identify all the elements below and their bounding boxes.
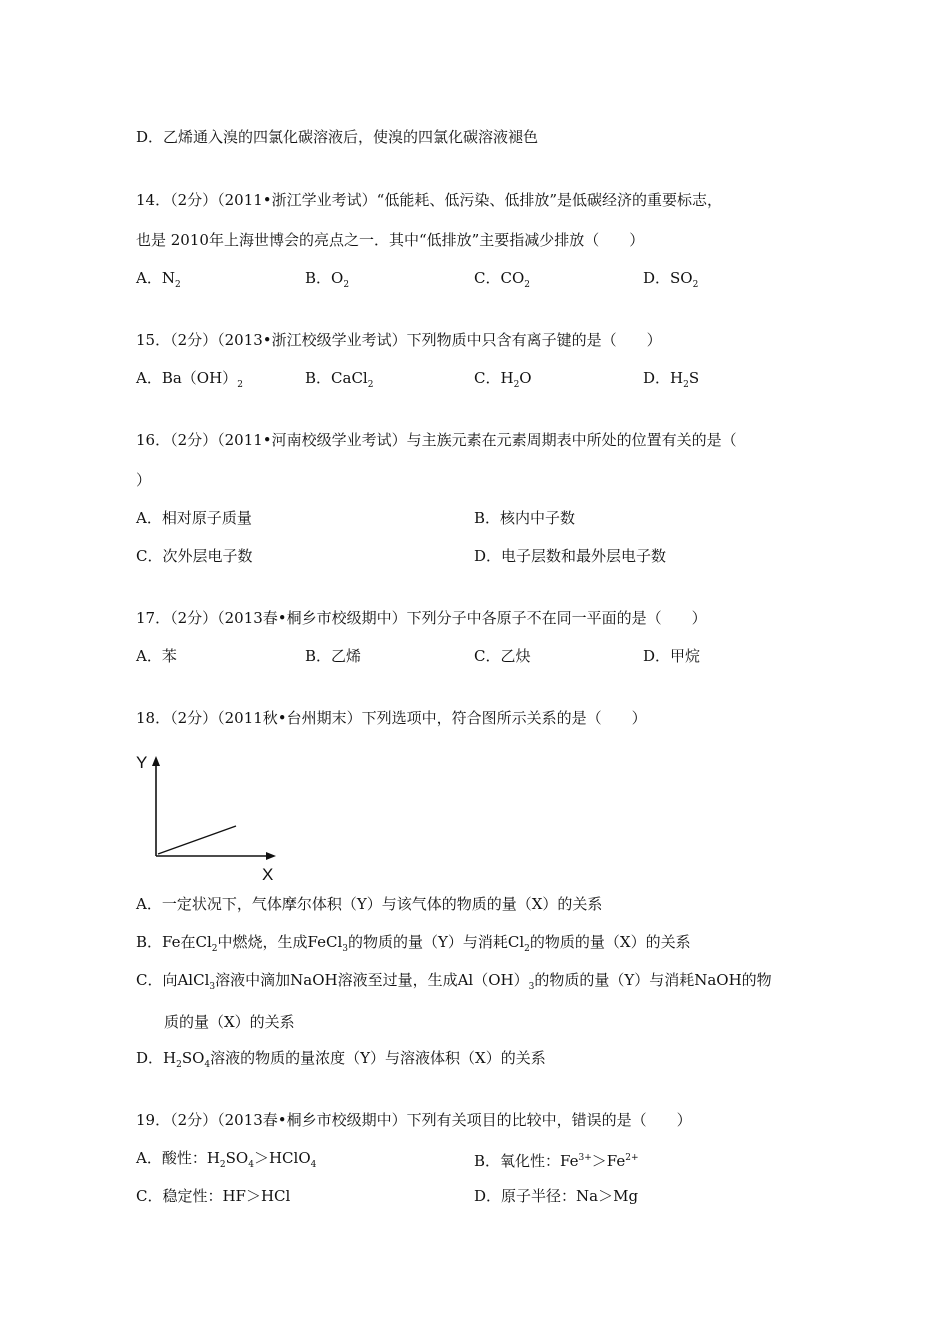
q14-option-a: A．$N_2$ bbox=[136, 269, 181, 290]
q18-stem: 18．（2分）（2011秋•台州期末）下列选项中，符合图所示关系的是（ ） bbox=[136, 709, 647, 727]
q13-option-d: D．乙烯通入溴的四氯化碳溶液后，使溴的四氯化碳溶液褪色 bbox=[136, 128, 539, 146]
y-axis-label: Y bbox=[136, 753, 148, 772]
q15-option-c: C．$H_2O$ bbox=[474, 369, 532, 390]
q19-stem: 19．（2分）（2013春•桐乡市校级期中）下列有关项目的比较中，错误的是（ ） bbox=[136, 1111, 692, 1129]
q14-stem-line1: 14．（2分）（2011•浙江学业考试）“低能耗、低污染、低排放”是低碳经济的重要标志， bbox=[136, 191, 722, 209]
q19-option-d: D．原子半径：Na＞Mg bbox=[474, 1187, 639, 1205]
q16-stem-line1: 16．（2分）（2011•河南校级学业考试）与主族元素在元素周期表中所处的位置有关的是（ bbox=[136, 431, 737, 449]
q19-option-a: A．酸性：$H_2SO_4>HClO_4$ bbox=[136, 1149, 317, 1170]
q17-option-a: A．苯 bbox=[136, 647, 177, 665]
q14-option-c: C．$CO_2$ bbox=[474, 269, 530, 290]
q16-option-d: D．电子层数和最外层电子数 bbox=[474, 547, 667, 565]
data-line bbox=[158, 826, 236, 854]
q18-option-a: A．一定状况下，气体摩尔体积（Y）与该气体的物质的量（X）的关系 bbox=[136, 895, 603, 913]
q18-option-c-line1: C．向AlCl$_3$溶液中滴加NaOH溶液至过量，生成$Al(OH)_3$的物质的量（Y）与消耗NaOH的物 bbox=[136, 971, 772, 992]
q16-stem-line2: ） bbox=[136, 471, 152, 489]
q17-stem: 17．（2分）（2013春•桐乡市校级期中）下列分子中各原子不在同一平面的是（ ） bbox=[136, 609, 707, 627]
q15-option-d: D．$H_2S$ bbox=[643, 369, 700, 390]
q18-option-b: B．Fe在$Cl_2$中燃烧，生成FeCl$_3$的物质的量（Y）与消耗$Cl_2$的物质的量（X）的关系 bbox=[136, 933, 691, 954]
q18-option-d: D．$H_2SO_4$溶液的物质的量浓度（Y）与溶液体积（X）的关系 bbox=[136, 1049, 546, 1070]
q18-option-c-line2: 质的量（X）的关系 bbox=[164, 1013, 295, 1031]
y-axis-arrow-icon bbox=[152, 756, 160, 766]
q17-option-b: B．乙烯 bbox=[305, 647, 362, 665]
q15-option-b: B．CaCl$_2$ bbox=[305, 369, 374, 390]
q17-option-d: D．甲烷 bbox=[643, 647, 701, 665]
q16-option-a: A．相对原子质量 bbox=[136, 509, 252, 527]
q15-stem: 15．（2分）（2013•浙江校级学业考试）下列物质中只含有离子键的是（ ） bbox=[136, 331, 662, 349]
q16-option-b: B．核内中子数 bbox=[474, 509, 576, 527]
q19-option-b: B．氧化性：$Fe^{3+}>Fe^{2+}$ bbox=[474, 1152, 639, 1170]
q16-option-c: C．次外层电子数 bbox=[136, 547, 253, 565]
q14-option-b: B．$O_2$ bbox=[305, 269, 350, 290]
q15-option-a: A．$Ba(OH)_2$ bbox=[136, 369, 243, 390]
q17-option-c: C．乙炔 bbox=[474, 647, 531, 665]
x-axis-label: X bbox=[262, 865, 274, 884]
q18-xy-graph bbox=[136, 752, 282, 884]
x-axis-arrow-icon bbox=[266, 852, 276, 860]
q14-stem-line2: 也是 2010年上海世博会的亮点之一．其中“低排放”主要指减少排放（ ） bbox=[136, 231, 645, 249]
q14-option-d: D．$SO_2$ bbox=[643, 269, 699, 290]
q19-option-c: C．稳定性：HF＞HCl bbox=[136, 1187, 291, 1205]
